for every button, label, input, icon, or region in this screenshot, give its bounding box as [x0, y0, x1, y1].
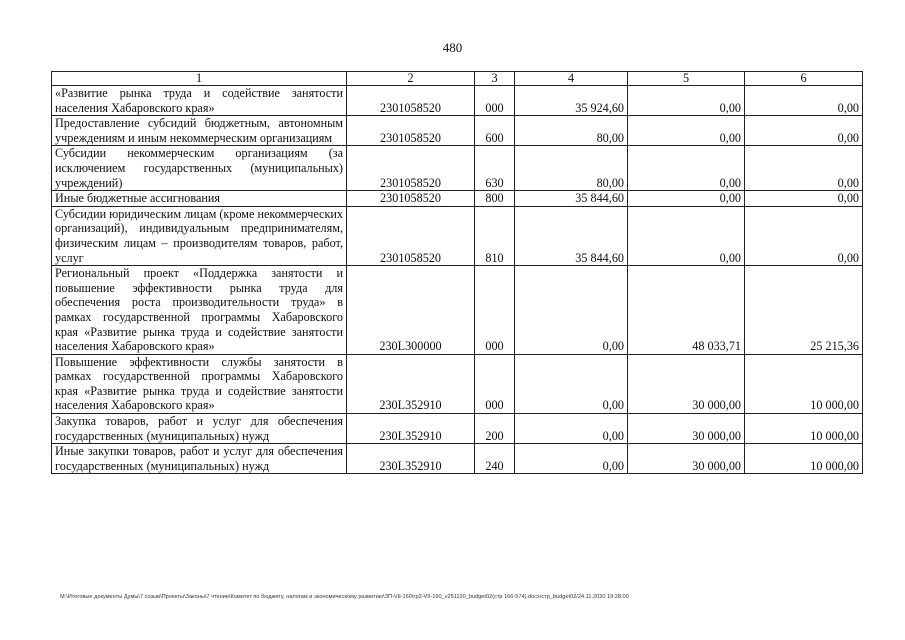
row-target-code: 230L300000: [347, 266, 475, 355]
table-row: [52, 414, 863, 444]
table-row: [52, 191, 863, 207]
table-row: [52, 266, 863, 355]
row-expense-type: 800: [475, 191, 515, 207]
row-amount-col5: 48 033,71: [628, 266, 745, 355]
row-target-code: 2301058520: [347, 191, 475, 207]
row-expense-type: 240: [475, 444, 515, 474]
row-expense-type: 600: [475, 116, 515, 146]
row-expense-type: 200: [475, 414, 515, 444]
column-header: 1: [52, 72, 347, 86]
row-target-code: 2301058520: [347, 146, 475, 191]
row-amount-col6: 25 215,36: [745, 266, 863, 355]
row-amount-col4: 35 924,60: [515, 86, 628, 116]
row-name: Региональный проект «Поддержка занятости и повышение эффективности рынка труда для обеспечения роста производительности труда» в рамках государственной программы Хабаровского края «Развитие рынка труда и содействие занятости населения Хабаровского края»: [52, 266, 347, 355]
document-footer-path: М:\Итоговые документы Думы\7 созыв\Проекты\Законы\7 чтение\Комитет по бюджету, налогам и экономическому развитию\ЗП-VII-160\гр2-VII-160_v251120_budget02(стр 166-574).docx/стр_budget02/24.11.2020 19:28:00: [60, 594, 629, 600]
table-row: [52, 444, 863, 474]
row-amount-col6: 0,00: [745, 206, 863, 265]
row-amount-col5: 0,00: [628, 206, 745, 265]
row-target-code: 2301058520: [347, 86, 475, 116]
column-header: 5: [628, 72, 745, 86]
row-expense-type: 630: [475, 146, 515, 191]
row-name: Закупка товаров, работ и услуг для обеспечения государственных (муниципальных) нужд: [52, 414, 347, 444]
row-target-code: 230L352910: [347, 444, 475, 474]
row-target-code: 230L352910: [347, 414, 475, 444]
row-expense-type: 810: [475, 206, 515, 265]
row-amount-col4: 35 844,60: [515, 206, 628, 265]
row-name: Предоставление субсидий бюджетным, автономным учреждениям и иным некоммерческим организациям: [52, 116, 347, 146]
row-target-code: 2301058520: [347, 116, 475, 146]
row-amount-col5: 0,00: [628, 191, 745, 207]
row-name: Субсидии некоммерческим организациям (за исключением государственных (муниципальных) учреждений): [52, 146, 347, 191]
column-header: 3: [475, 72, 515, 86]
table-header-row: [52, 72, 863, 86]
row-amount-col5: 30 000,00: [628, 444, 745, 474]
row-amount-col5: 30 000,00: [628, 354, 745, 413]
column-header: 4: [515, 72, 628, 86]
page-number: 480: [442, 40, 463, 55]
budget-table: [51, 71, 863, 474]
row-amount-col4: 0,00: [515, 354, 628, 413]
table-row: [52, 146, 863, 191]
row-amount-col4: 0,00: [515, 266, 628, 355]
row-amount-col4: 0,00: [515, 414, 628, 444]
table-row: [52, 86, 863, 116]
row-amount-col6: 10 000,00: [745, 354, 863, 413]
row-amount-col5: 0,00: [628, 116, 745, 146]
table-row: [52, 206, 863, 265]
row-amount-col5: 0,00: [628, 86, 745, 116]
row-amount-col6: 10 000,00: [745, 414, 863, 444]
row-amount-col4: 80,00: [515, 116, 628, 146]
row-target-code: 2301058520: [347, 206, 475, 265]
row-amount-col4: 35 844,60: [515, 191, 628, 207]
row-amount-col6: 0,00: [745, 116, 863, 146]
row-amount-col4: 0,00: [515, 444, 628, 474]
column-header: 2: [347, 72, 475, 86]
column-header: 6: [745, 72, 863, 86]
row-amount-col5: 0,00: [628, 146, 745, 191]
row-amount-col6: 0,00: [745, 191, 863, 207]
row-amount-col4: 80,00: [515, 146, 628, 191]
row-name: Иные бюджетные ассигнования: [52, 191, 347, 207]
row-name: Повышение эффективности службы занятости в рамках государственной программы Хабаровского края «Развитие рынка труда и содействие занятости населения Хабаровского края»: [52, 354, 347, 413]
row-name: «Развитие рынка труда и содействие занятости населения Хабаровского края»: [52, 86, 347, 116]
row-name: Иные закупки товаров, работ и услуг для обеспечения государственных (муниципальных) нужд: [52, 444, 347, 474]
row-amount-col6: 10 000,00: [745, 444, 863, 474]
table-row: [52, 354, 863, 413]
row-expense-type: 000: [475, 266, 515, 355]
table-row: [52, 116, 863, 146]
row-name: Субсидии юридическим лицам (кроме некоммерческих организаций), индивидуальным предпринимателям, физическим лицам – производителям товаров, работ, услуг: [52, 206, 347, 265]
row-expense-type: 000: [475, 354, 515, 413]
row-expense-type: 000: [475, 86, 515, 116]
row-amount-col6: 0,00: [745, 86, 863, 116]
row-amount-col5: 30 000,00: [628, 414, 745, 444]
row-amount-col6: 0,00: [745, 146, 863, 191]
row-target-code: 230L352910: [347, 354, 475, 413]
